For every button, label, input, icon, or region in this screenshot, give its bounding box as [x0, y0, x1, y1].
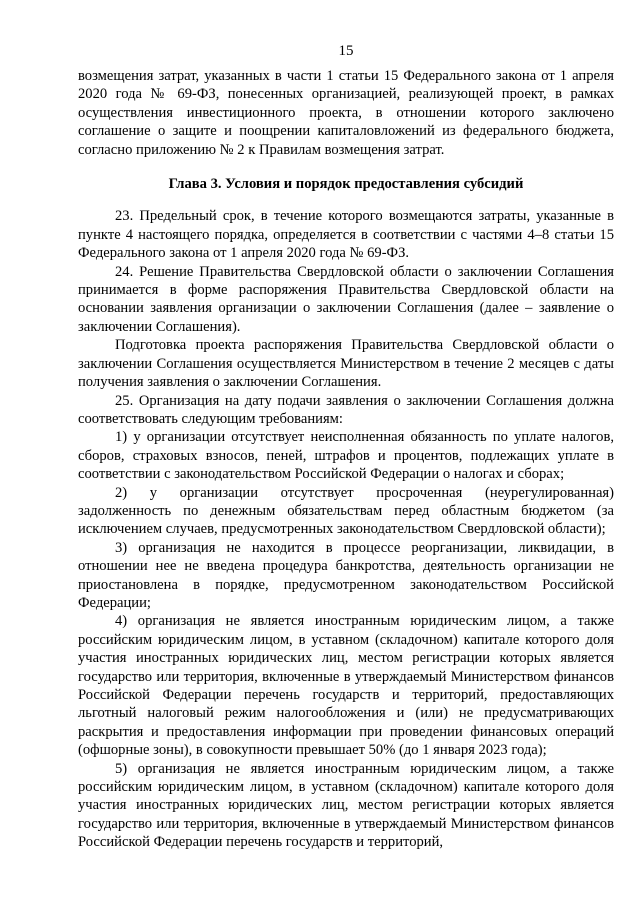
paragraph-24: 24. Решение Правительства Свердловской области о заключении Соглашения принимается в форме распоряжения Правительства Свердловской области на основании заявления организации о заключении Соглашения (далее – заявление о заключении Соглашения).: [78, 263, 614, 335]
paragraph-23: 23. Предельный срок, в течение которого возмещаются затраты, указанные в пункте 4 настоящего порядка, определяется в соответствии с частями 4–8 статьи 15 Федерального закона от 1 апреля 2020 года № 69-ФЗ.: [78, 208, 614, 262]
paragraph-25: 25. Организация на дату подачи заявления о заключении Соглашения должна соответствовать следующим требованиям:: [78, 392, 614, 427]
list-item-3: 3) организация не находится в процессе реорганизации, ликвидации, в отношении нее не введена процедура банкротства, деятельность организации не приостановлена в порядке, предусмотренном законодательством Российской Федерации;: [78, 539, 614, 611]
intro-paragraph: возмещения затрат, указанных в части 1 статьи 15 Федерального закона от 1 апреля 2020 года № 69-ФЗ, понесенных организацией, реализующей проект, в рамках осуществления инвестиционного проекта, в отношении которого заключено соглашение о защите и поощрении капиталовложений из федерального бюджета, согласно приложению № 2 к Правилам возмещения затрат.: [78, 68, 614, 158]
paragraph-24-continued: Подготовка проекта распоряжения Правительства Свердловской области о заключении Соглашения осуществляется Министерством в течение 2 месяцев с даты получения заявления о заключении Соглашения.: [78, 337, 614, 391]
list-item-4: 4) организация не является иностранным юридическим лицом, а также российским юридическим лицом, в уставном (складочном) капитале которого доля участия иностранных юридических лиц, местом регистрации которых является государство или территория, включенные в утверждаемый Министерством финансов Российской Федерации перечень государств и территорий, предоставляющих льготный налоговый режим налогообложения и (или) не предусматривающих раскрытия и предоставления информации при проведении финансовых операций (офшорные зоны), в совокупности превышает 50% (до 1 января 2023 года);: [78, 613, 614, 759]
list-item-5: 5) организация не является иностранным юридическим лицом, а также российским юридическим лицом, в уставном (складочном) капитале которого доля участия иностранных юридических лиц, местом регистрации которых является государство или территория, включенные в утверждаемый Министерством финансов Российской Федерации перечень государств и территорий,: [78, 760, 614, 851]
chapter-title: Глава 3. Условия и порядок предоставления субсидий: [168, 176, 524, 193]
list-item-1: 1) у организации отсутствует неисполненная обязанность по уплате налогов, сборов, страховых взносов, пеней, штрафов и процентов, подлежащих уплате в соответствии с законодательством Российской Федерации о налогах и сборах;: [78, 429, 614, 483]
list-item-2: 2) у организации отсутствует просроченная (неурегулированная) задолженность по денежным обязательствам перед областным бюджетом (за исключением случаев, предусмотренных законодательством Свердловской области);: [78, 484, 614, 538]
page-number: 15: [338, 43, 354, 59]
